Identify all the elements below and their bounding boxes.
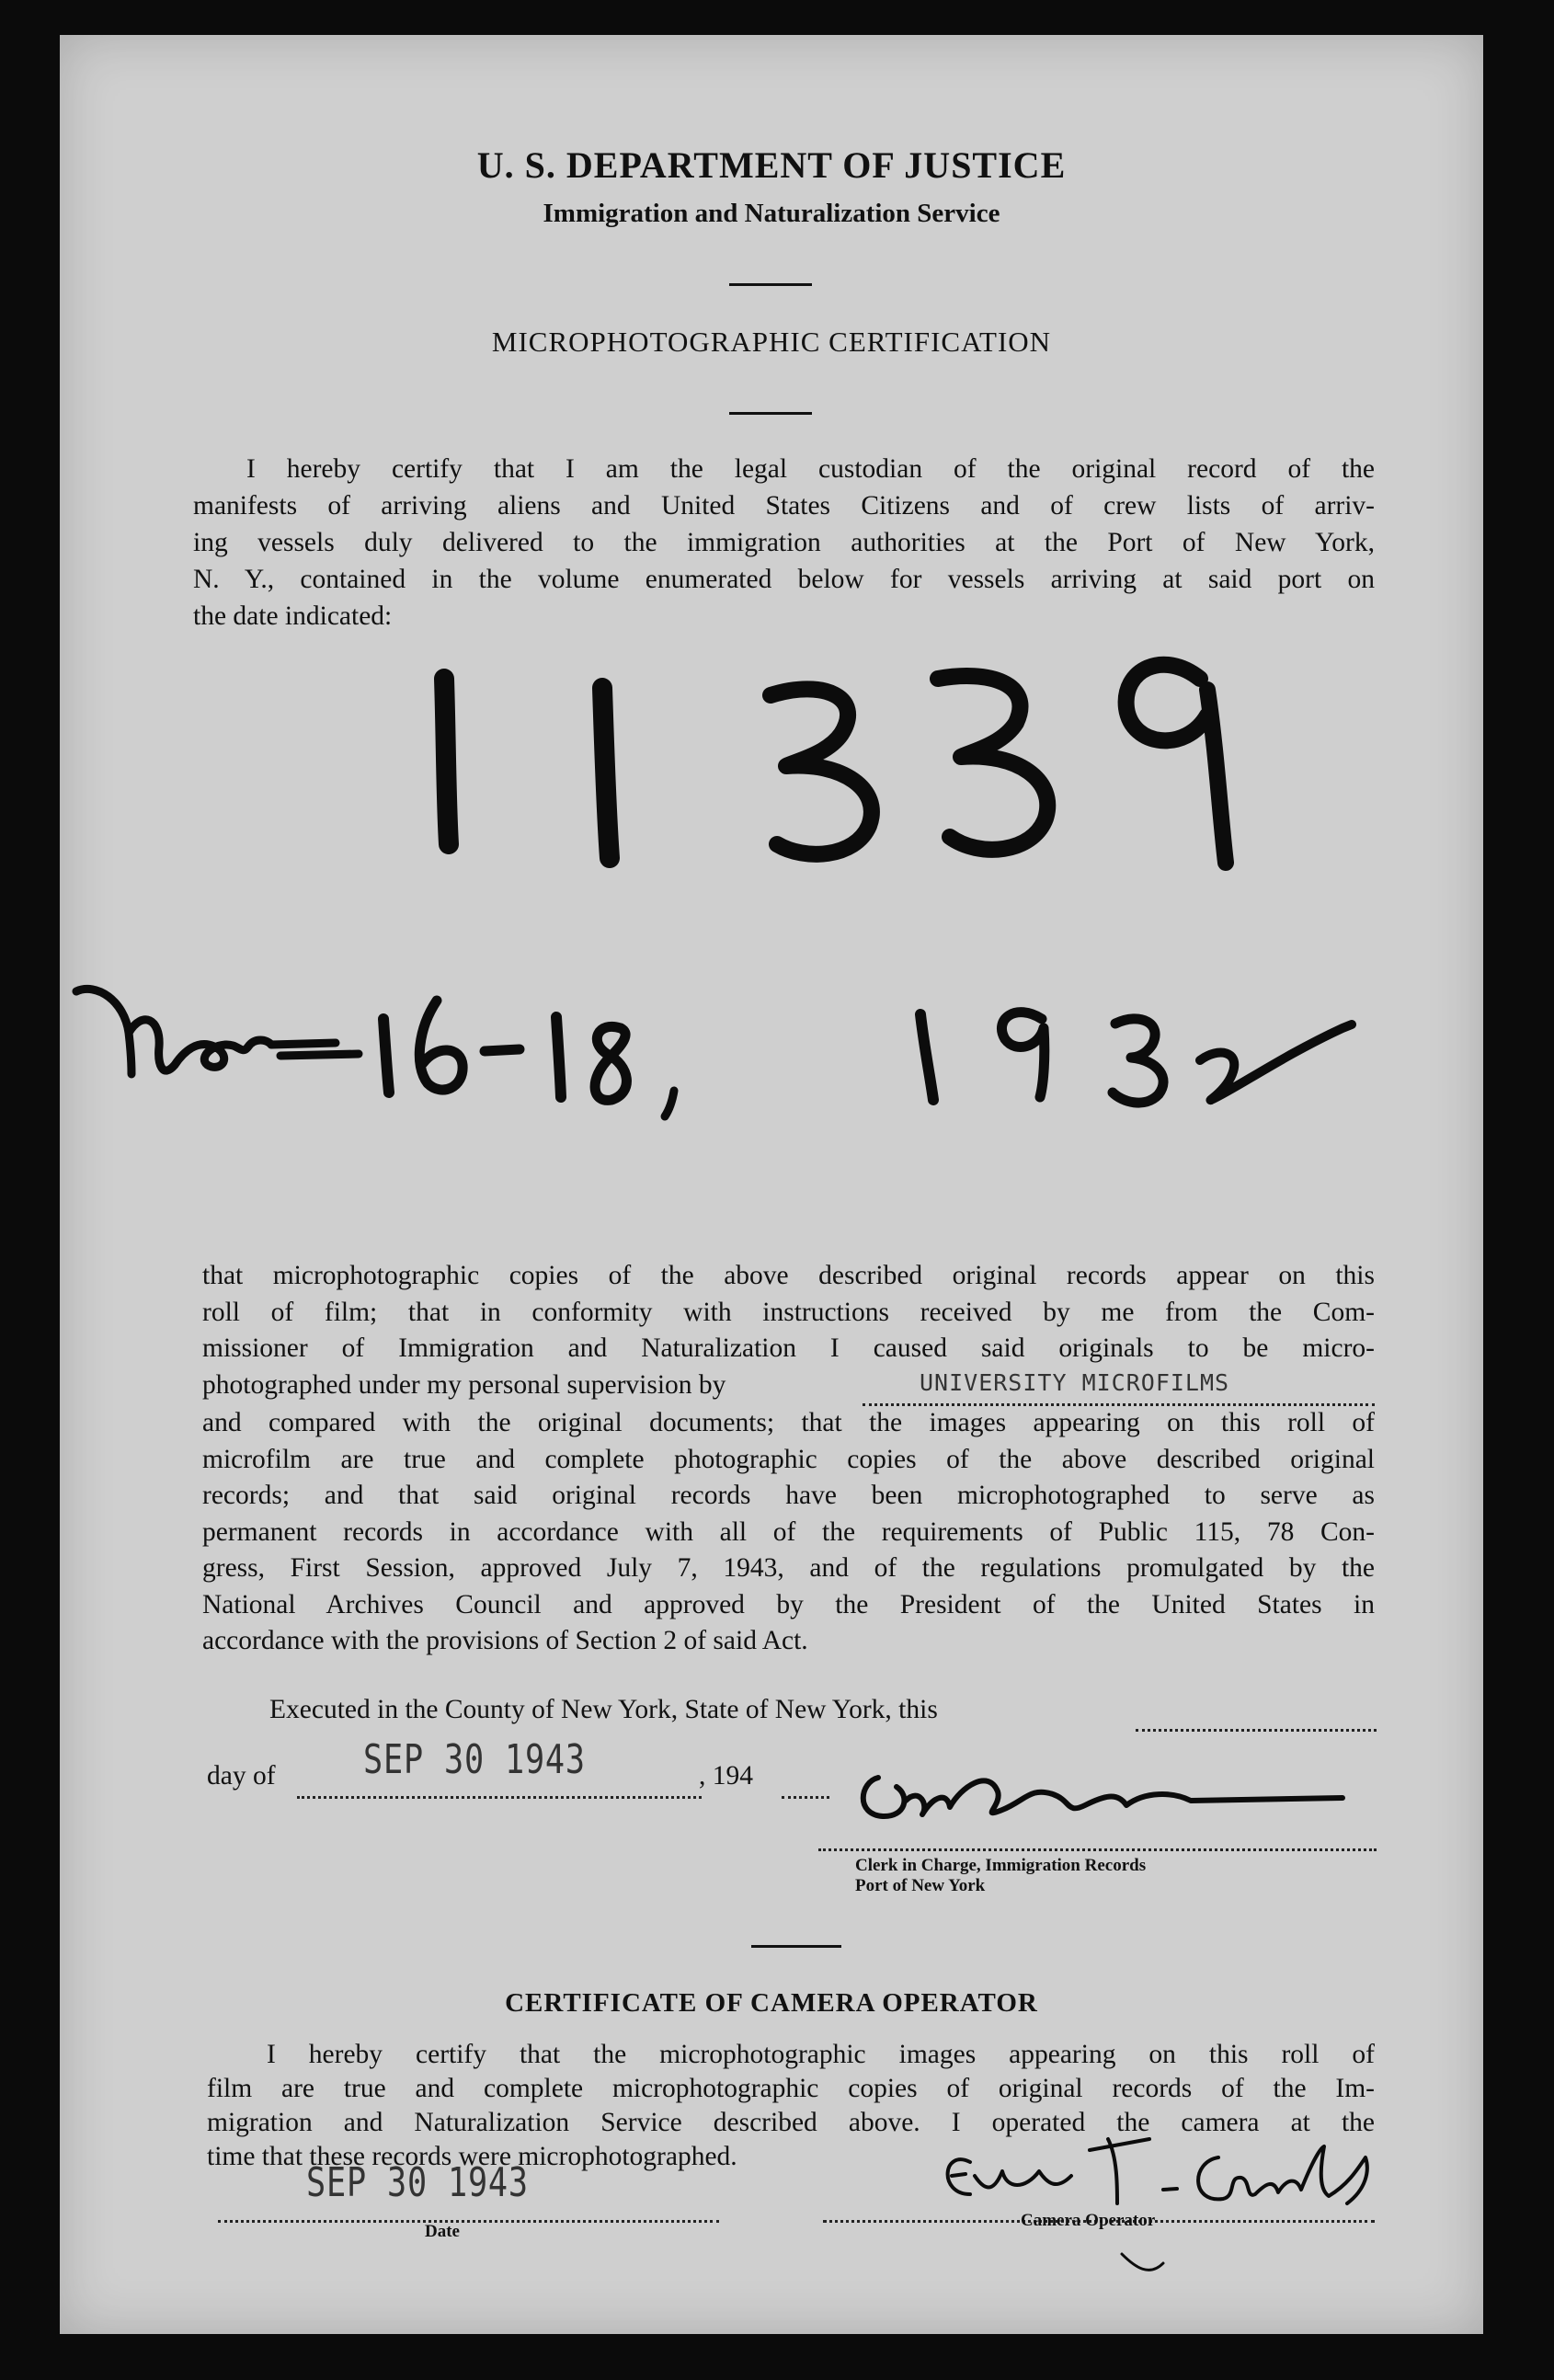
executed-line (269, 1695, 938, 1725)
body-paragraph-1 (202, 1258, 1375, 1367)
service-subheading: Immigration and Naturalization Service (543, 199, 1000, 228)
operator-date-stamp: SEP 30 1943 (306, 2159, 529, 2206)
paragraph-line: the date indicated: (193, 601, 393, 631)
body-paragraph-2 (202, 1405, 1375, 1660)
day-fill-line (297, 1787, 702, 1803)
year-prefix: , 194 (699, 1761, 753, 1791)
camera-operator-label: Camera Operator (1021, 2211, 1156, 2230)
paragraph-line: I hereby certify that I am the legal custodian of the original record of the (246, 454, 1375, 484)
paragraph-line: roll of film; that in conformity with instructions received by me from the Com- (202, 1297, 1375, 1327)
paragraph-line: time that these records were microphotographed. (207, 2142, 737, 2171)
paragraph-line: manifests of arriving aliens and United States Citizens and of crew lists of arriv- (193, 491, 1375, 521)
paragraph-line: I hereby certify that the microphotographic images appearing on this roll of (267, 2040, 1375, 2069)
paragraph-line: ing vessels duly delivered to the immigration authorities at the Port of New York, (193, 528, 1375, 557)
paragraph-line: film are true and complete microphotographic copies of original records of the Im- (207, 2074, 1375, 2103)
executed-text: Executed in the County of New York, State of New York, this (269, 1695, 938, 1724)
paragraph-line: microfilm are true and complete photographic copies of the above described original (202, 1444, 1375, 1474)
handwritten-date-range (76, 989, 1352, 1116)
date-label: Date (425, 2222, 460, 2241)
clerk-title-line: Clerk in Charge, Immigration Records (855, 1856, 1147, 1875)
paragraph-line: permanent records in accordance with all of the requirements of Public 115, 78 Con- (202, 1516, 1375, 1547)
certificate-sheet (60, 35, 1483, 2334)
supervision-prefix: photographed under my personal supervision by (202, 1370, 726, 1400)
year-fill-line (782, 1787, 829, 1803)
paragraph-line: that microphotographic copies of the above described original records appear on this (202, 1261, 1375, 1290)
operator-date-line (218, 2211, 719, 2227)
day-of-label: day of (207, 1761, 276, 1791)
department-heading: U. S. DEPARTMENT OF JUSTICE (476, 144, 1067, 186)
handwritten-volume-number (444, 665, 1226, 863)
paragraph-line: National Archives Council and approved by the President of the United States in (202, 1589, 1375, 1619)
paragraph-line: missioner of Immigration and Naturalization I caused said originals to be micro- (202, 1333, 1375, 1363)
divider-rule (751, 1945, 841, 1948)
fill-dots (1136, 1729, 1377, 1732)
paragraph-line: and compared with the original documents; that the images appearing on this roll of (202, 1408, 1375, 1437)
executed-fill-line (1136, 1720, 1377, 1736)
paragraph-line: records; and that said original records have been microphotographed to serve as (202, 1481, 1375, 1510)
clerk-signature-line (818, 1839, 1377, 1856)
paragraph-line: gress, First Session, approved July 7, 1943, and of the regulations promulgated by the (202, 1553, 1375, 1583)
fill-dots (297, 1796, 702, 1799)
camera-operator-signature (887, 2121, 1402, 2286)
supervision-line (202, 1370, 726, 1401)
fill-dots (782, 1796, 829, 1799)
camera-operator-title: CERTIFICATE OF CAMERA OPERATOR (505, 1988, 1038, 2018)
execution-date-stamp: SEP 30 1943 (363, 1736, 586, 1783)
paragraph-line: N. Y., contained in the volume enumerated below for vessels arriving at said port on (193, 565, 1375, 594)
clerk-title-line: Port of New York (855, 1876, 986, 1895)
clerk-title (855, 1856, 1315, 1896)
paragraph-line: migration and Naturalization Service described above. I operated the camera at the (207, 2108, 1375, 2137)
paragraph-line: accordance with the provisions of Section 2 of said Act. (202, 1626, 808, 1655)
microfilm-company-typed: UNIVERSITY MICROFILMS (920, 1369, 1230, 1396)
fill-dots (818, 1848, 1377, 1851)
fill-dots (218, 2220, 719, 2223)
form-title: MICROPHOTOGRAPHIC CERTIFICATION (491, 326, 1052, 358)
clerk-signature (841, 1750, 1356, 1833)
